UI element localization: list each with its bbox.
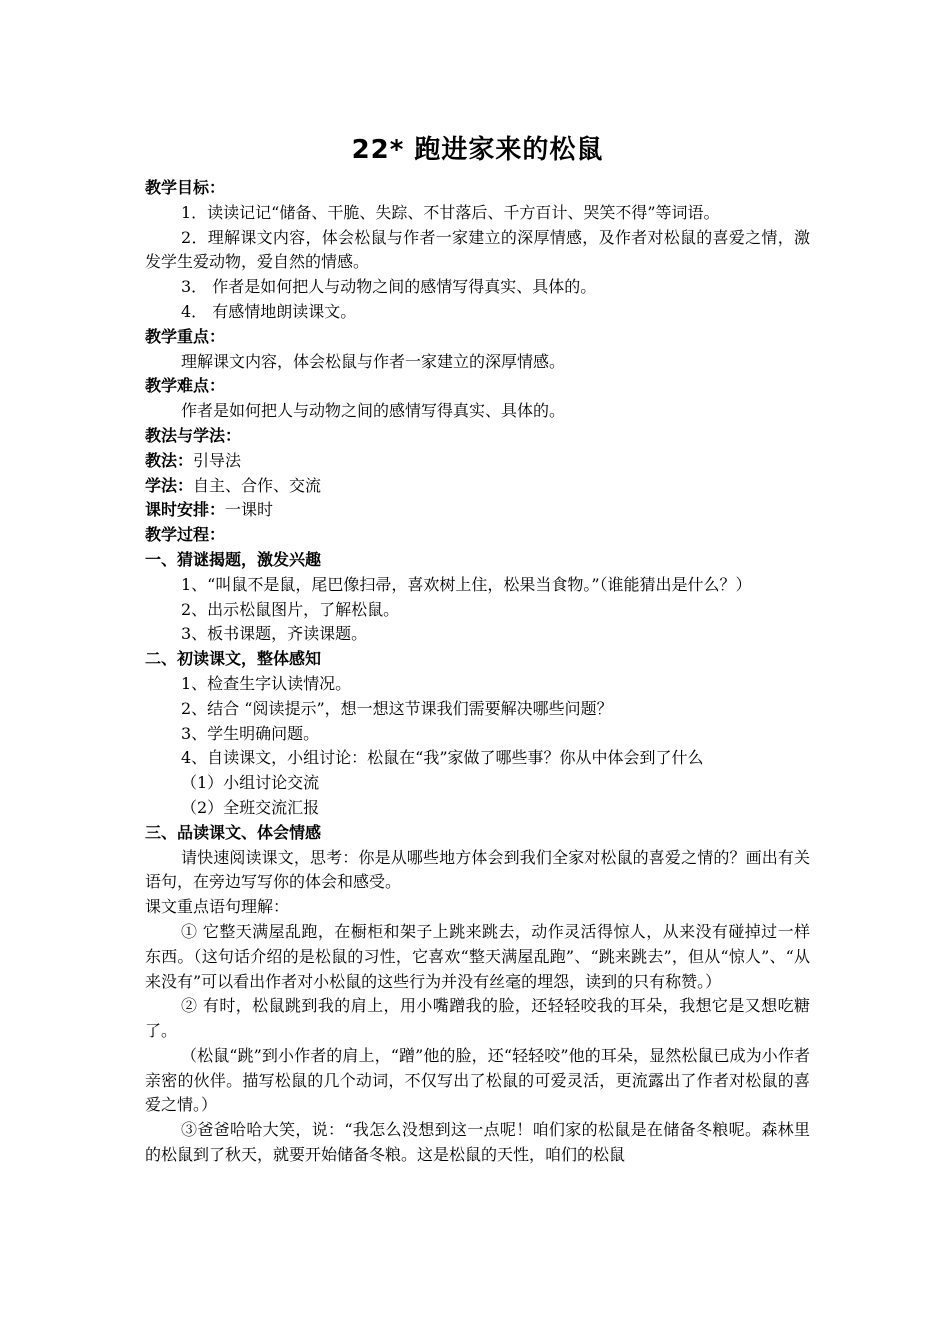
section3-intro: 请快速阅读课文，思考：你是从哪些地方体会到我们全家对松鼠的喜爱之情的？画出有关语句，在旁边写写你的体会和感受。 <box>145 847 810 892</box>
section1-item-1: 1、“叫鼠不是鼠，尾巴像扫帚，喜欢树上住，松果当食物。”（谁能猜出是什么？） <box>181 574 752 594</box>
key-point-text: 理解课文内容，体会松鼠与作者一家建立的深厚情感。 <box>181 351 566 371</box>
section2-item-2: 2、结合 “阅读提示”，想一想这节课我们需要解决哪些问题？ <box>181 698 613 718</box>
section3-subheading: 课文重点语句理解： <box>145 897 290 917</box>
schedule-value: 一课时 <box>225 500 274 520</box>
difficulty-text: 作者是如何把人与动物之间的感情写得真实、具体的。 <box>181 401 566 421</box>
section3-paragraph-4: ③爸爸哈哈大笑，说：“我怎么没想到这一点呢！咱们家的松鼠是在储备冬粮呢。森林里的松鼠到了秋天，就要开始储备冬粮。这是松鼠的天性，咱们的松鼠 <box>145 1120 810 1165</box>
section3-heading: 三、品读课文、体会情感 <box>145 822 322 842</box>
section1-heading: 一、猜谜揭题，激发兴趣 <box>145 549 322 569</box>
objective-item-2: 2．理解课文内容，体会松鼠与作者一家建立的深厚情感，及作者对松鼠的喜爱之情，激发学生爱动物，爱自然的情感。 <box>145 227 810 272</box>
learn-method-value: 自主、合作、交流 <box>193 475 322 495</box>
section1-item-3: 3、板书课题，齐读课题。 <box>181 624 368 644</box>
learn-method <box>145 474 810 499</box>
methods-heading: 教法与学法： <box>145 425 242 445</box>
objective-item-3: 3． 作者是如何把人与动物之间的感情写得真实、具体的。 <box>181 277 597 297</box>
teach-method <box>145 449 810 474</box>
section2-item-4: 4、自读课文，小组讨论：松鼠在“我”家做了哪些事？你从中体会到了什么 <box>181 748 704 768</box>
page-title: 22* 跑进家来的松鼠 <box>351 135 604 165</box>
objective-item-1: 1．读读记记“储备、干脆、失踪、不甘落后、千方百计、哭笑不得”等词语。 <box>181 202 720 222</box>
process-heading: 教学过程： <box>145 525 226 545</box>
section1-item-2: 2、出示松鼠图片，了解松鼠。 <box>181 599 400 619</box>
teach-method-value: 引导法 <box>193 450 242 470</box>
schedule <box>145 498 810 523</box>
section3-paragraph-3: （松鼠“跳”到小作者的肩上，“蹭”他的脸，还“轻轻咬”他的耳朵，显然松鼠已成为小作者亲密的伙伴。描写松鼠的几个动词，不仅写出了松鼠的可爱灵活，更流露出了作者对松鼠的喜爱之情。） <box>145 1045 810 1115</box>
section2-item-5: （1）小组讨论交流 <box>181 773 320 793</box>
section2-item-3: 3、学生明确问题。 <box>181 723 320 743</box>
learn-method-label: 学法： <box>145 475 194 495</box>
section2-item-1: 1、检查生字认读情况。 <box>181 673 352 693</box>
schedule-label: 课时安排： <box>145 500 226 520</box>
section3-paragraph-2: ② 有时，松鼠跳到我的肩上，用小嘴蹭我的脸，还轻轻咬我的耳朵，我想它是又想吃糖了。 <box>145 996 810 1041</box>
difficulty-heading: 教学难点： <box>145 376 226 396</box>
section2-heading: 二、初读课文，整体感知 <box>145 649 322 669</box>
objective-item-4: 4． 有感情地朗读课文。 <box>181 301 357 321</box>
document-page <box>145 128 810 1168</box>
key-point-heading: 教学重点： <box>145 326 226 346</box>
section2-item-6: （2）全班交流汇报 <box>181 797 320 817</box>
section3-paragraph-1: ① 它整天满屋乱跑，在橱柜和架子上跳来跳去，动作灵活得惊人，从来没有碰掉过一样东西。（这句话介绍的是松鼠的习性，它喜欢“整天满屋乱跑”、“跳来跳去”，但从“惊人”、“从来没有”可以看出作者对小松鼠的这些行为并没有丝毫的埋怨，读到的只有称赞。） <box>145 921 810 991</box>
teach-method-label: 教法： <box>145 450 194 470</box>
objectives-heading: 教学目标： <box>145 178 226 197</box>
